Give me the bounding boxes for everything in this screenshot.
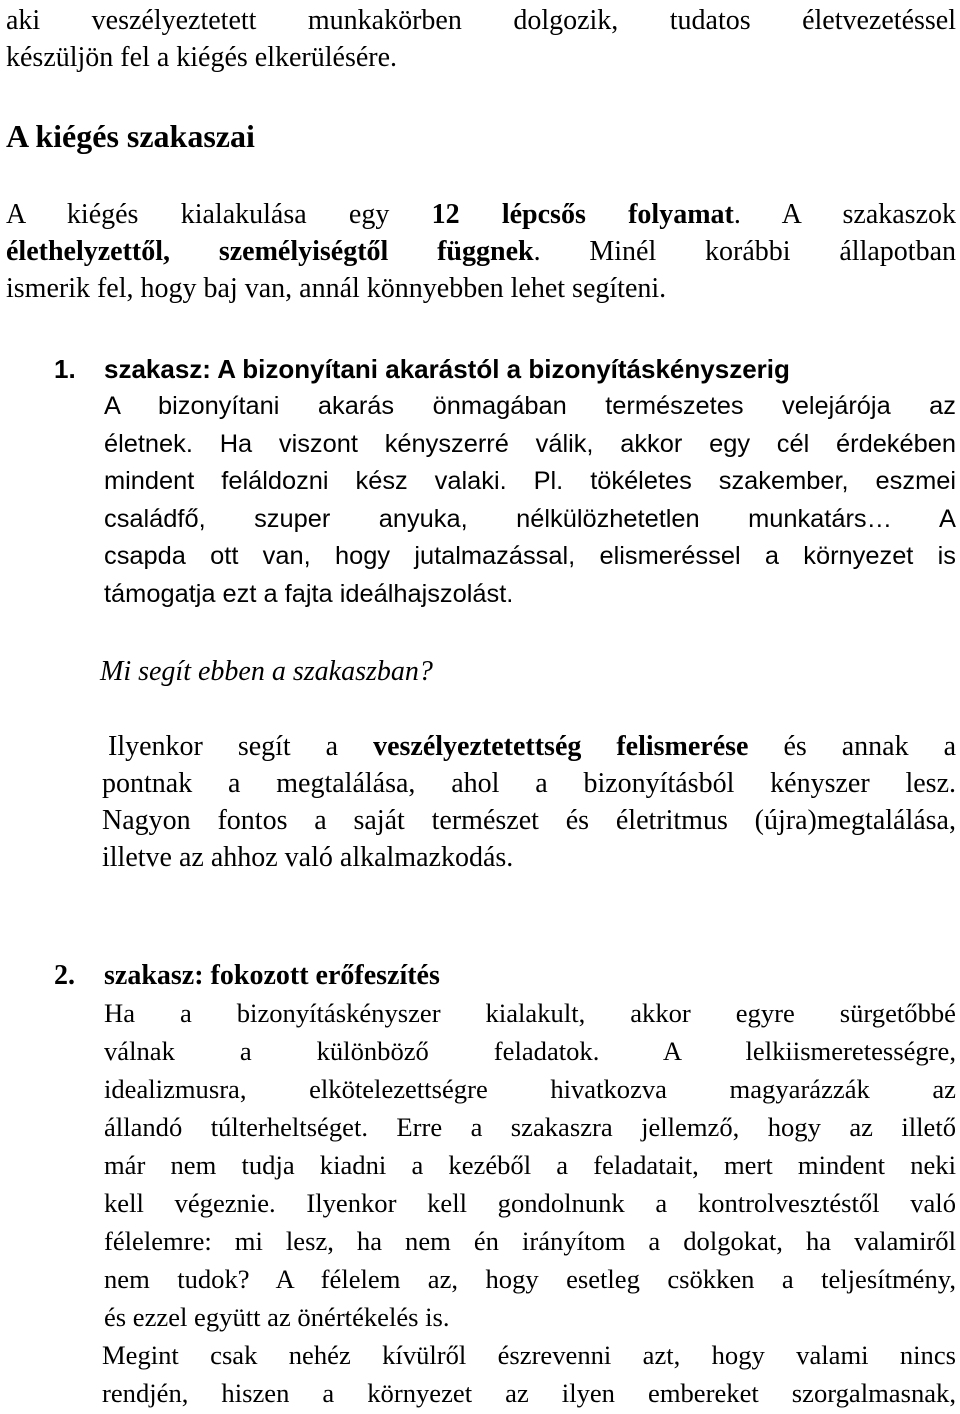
stage1-question: Mi segít ebben a szakaszban? <box>100 656 433 687</box>
stage2-line: idealizmusra, elkötelezettségre hivatkozva magyarázzák az <box>104 1074 956 1104</box>
stage1-line: életnek. Ha viszont kényszerré válik, akkor egy cél érdekében <box>104 429 956 458</box>
stage1-line: A bizonyítani akarás önmagában természetes velejárója az <box>104 392 956 420</box>
stage2-number: 2. <box>54 960 75 991</box>
section-title: A kiégés szakaszai <box>6 118 255 154</box>
stage2-continuation <box>102 1336 956 1412</box>
overview-line: A kiégés kialakulása egy 12 lépcsős folyamat. A szakaszok <box>6 199 956 230</box>
emphasis-dependency: élethelyzettől, személyiségtől függnek <box>6 236 534 267</box>
stage1-help <box>102 728 956 876</box>
intro-paragraph <box>6 2 956 76</box>
stage1-heading: szakasz: A bizonyítani akarástól a bizonyításkényszerig <box>104 354 790 384</box>
stage1-help-line: illetve az ahhoz való alkalmazkodás. <box>102 842 514 873</box>
stage2-body <box>104 994 956 1336</box>
stage1-line: mindent feláldozni kész valaki. Pl. tökéletes szakember, eszmei <box>104 467 956 495</box>
stage1-help-line: Ilyenkor segít a veszélyeztetettség felismerése és annak a <box>108 731 956 762</box>
stage1-line: csapda ott van, hogy jutalmazással, elismeréssel a környezet is <box>104 542 956 570</box>
intro-line: aki veszélyeztetett munkakörben dolgozik, tudatos életvezetéssel <box>6 5 956 36</box>
stage1-number: 1. <box>54 354 76 384</box>
emphasis-recognition: veszélyeztetettség felismerése <box>373 731 749 762</box>
stage2-line: félelemre: mi lesz, ha nem én irányítom a dolgokat, ha valamiről <box>104 1226 956 1256</box>
stage2-line: és ezzel együtt az önértékelés is. <box>104 1302 450 1332</box>
stage1-line: támogatja ezt a fajta ideálhajszolást. <box>104 579 514 608</box>
stage2-line: kell végeznie. Ilyenkor kell gondolnunk a kontrolvesztéstől való <box>104 1188 956 1218</box>
stage2-line: Megint csak nehéz kívülről észrevenni azt, hogy valami nincs <box>102 1340 956 1370</box>
emphasis-steps: 12 lépcsős folyamat <box>431 199 734 230</box>
stage1-line: családfő, szuper anyuka, nélkülözhetetlen munkatárs… A <box>104 504 956 533</box>
stage2-line: rendjén, hiszen a környezet az ilyen embereket szorgalmasnak, <box>102 1378 956 1408</box>
stage2-heading: szakasz: fokozott erőfeszítés <box>104 960 440 991</box>
stage1-help-line: Nagyon fontos a saját természet és életritmus (újra)megtalálása, <box>102 805 956 836</box>
stage2-line: állandó túlterheltséget. Erre a szakaszra jellemző, hogy az illető <box>104 1112 956 1142</box>
stage2-line: válnak a különböző feladatok. A lelkiismeretességre, <box>104 1036 956 1066</box>
overview-line: élethelyzettől, személyiségtől függnek. Minél korábbi állapotban <box>6 236 956 267</box>
stage2-line: Ha a bizonyításkényszer kialakult, akkor egyre sürgetőbbé <box>104 998 956 1028</box>
stage2-line: már nem tudja kiadni a kezéből a feladatait, mert mindent neki <box>104 1150 956 1180</box>
stage2-line: nem tudok? A félelem az, hogy esetleg csökken a teljesítmény, <box>104 1264 956 1294</box>
stage1-body <box>104 388 956 613</box>
overview-line: ismerik fel, hogy baj van, annál könnyebben lehet segíteni. <box>6 273 667 304</box>
stage1-help-line: pontnak a megtalálása, ahol a bizonyításból kényszer lesz. <box>102 768 956 799</box>
overview-paragraph <box>6 196 956 307</box>
intro-line: készüljön fel a kiégés elkerülésére. <box>6 42 398 73</box>
